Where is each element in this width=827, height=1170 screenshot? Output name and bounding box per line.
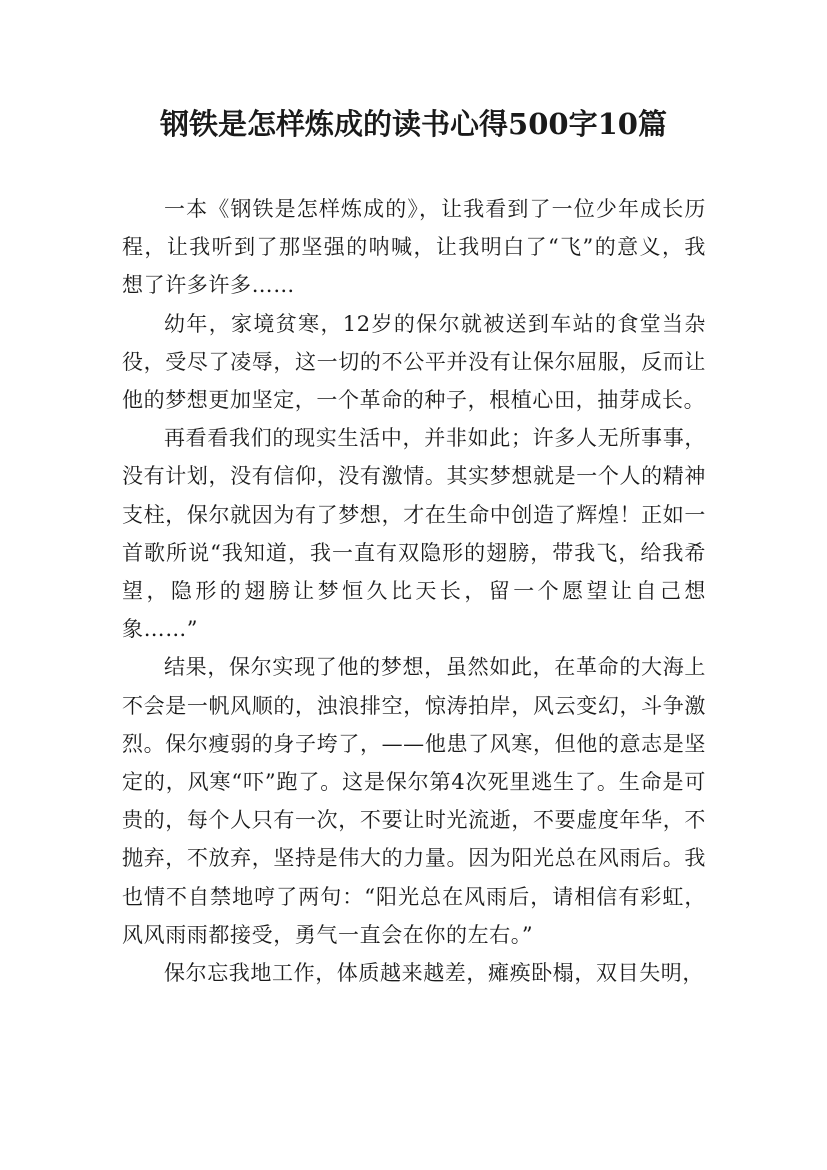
document-body: [122, 190, 706, 992]
paragraph-1: 一本《钢铁是怎样炼成的》，让我看到了一位少年成长历程，让我听到了那坚强的呐喊，让我明白了“飞”的意义，我想了许多许多……: [122, 197, 706, 298]
paragraph-2: 幼年，家境贫寒，12岁的保尔就被送到车站的食堂当杂役，受尽了凌辱，这一切的不公平并没有让保尔屈服，反而让他的梦想更加坚定，一个革命的种子，根植心田，抽芽成长。: [122, 311, 706, 413]
paragraph-3: 再看看我们的现实生活中，并非如此；许多人无所事事，没有计划，没有信仰，没有激情。其实梦想就是一个人的精神支柱，保尔就因为有了梦想，才在生命中创造了辉煌！正如一首歌所说“我知道，我一直有双隐形的翅膀，带我飞，给我希望，隐形的翅膀让梦恒久比天长，留一个愿望让自己想象……”: [122, 426, 706, 642]
paragraph-4: 结果，保尔实现了他的梦想，虽然如此，在革命的大海上不会是一帆风顺的，浊浪排空，惊涛拍岸，风云变幻，斗争激烈。保尔瘦弱的身子垮了，——他患了风寒，但他的意志是坚定的，风寒“吓”跑了。这是保尔第4次死里逃生了。生命是可贵的，每个人只有一次，不要让时光流逝，不要虚度年华，不抛弃，不放弃，坚持是伟大的力量。因为阳光总在风雨后。我也情不自禁地哼了两句：“阳光总在风雨后，请相信有彩虹，风风雨雨都接受，勇气一直会在你的左右。”: [122, 655, 706, 947]
paragraph-5: 保尔忘我地工作，体质越来越差，瘫痪卧榻，双目失明，: [164, 961, 704, 986]
document-title: 钢铁是怎样炼成的读书心得500字10篇: [160, 107, 667, 141]
